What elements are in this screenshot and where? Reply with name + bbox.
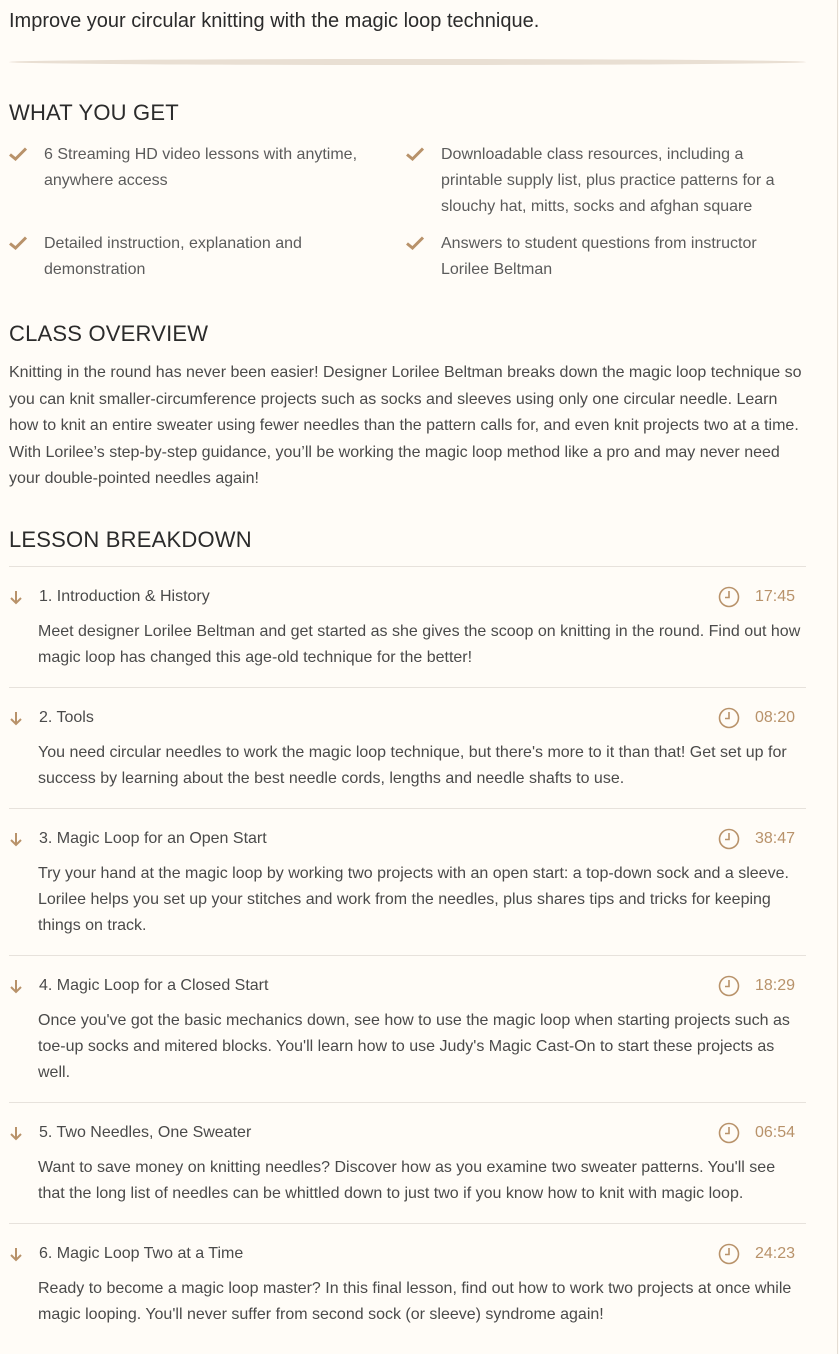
clock-icon (718, 707, 740, 729)
lesson-header[interactable] (9, 706, 806, 730)
lesson-description: Want to save money on knitting needles? Discover how as you examine two sweater patterns. You'll see that the long list of needles can be whittled down to just two if you know how to knit with magic loop. (38, 1159, 776, 1202)
lesson-header[interactable] (9, 1242, 806, 1266)
page-edge-rule (837, 0, 838, 1354)
lesson-description: Meet designer Lorilee Beltman and get started as she gives the scoop on knitting in the round. Find out how magic loop has changed this age-old technique for the better! (38, 623, 801, 666)
arrow-down-icon[interactable] (9, 1126, 23, 1141)
lesson-breakdown-heading: LESSON BREAKDOWN (9, 527, 252, 552)
lesson-title[interactable]: 5. Two Needles, One Sweater (39, 1124, 252, 1141)
arrow-down-icon[interactable] (9, 1247, 23, 1262)
check-icon (9, 147, 27, 161)
feature-text: Downloadable class resources, including a printable supply list, plus practice patterns for a slouchy hat, mitts, socks and afghan square (441, 146, 775, 215)
lesson-item[interactable] (9, 1102, 806, 1223)
feature-text: Detailed instruction, explanation and demonstration (44, 235, 302, 278)
clock-icon (718, 586, 740, 608)
class-overview-text: Knitting in the round has never been easier! Designer Lorilee Beltman breaks down the magic loop technique so you can knit smaller-circumference projects such as socks and sleeves using only one circular needle. Learn how to knit an entire sweater using fewer needles than the pattern calls for, and even knit projects two at a time. With Lorilee’s step-by-step guidance, you’ll be working the magic loop method like a pro and may never need your double-pointed needles again! (9, 364, 802, 487)
lesson-duration: 18:29 (754, 977, 795, 994)
feature-item (9, 142, 369, 194)
clock-icon (718, 1122, 740, 1144)
arrow-down-icon[interactable] (9, 832, 23, 847)
clock-icon (718, 828, 740, 850)
lesson-description: You need circular needles to work the magic loop technique, but there's more to it than that! Get set up for success by learning about the best needle cords, lengths and needle shafts to use. (38, 744, 787, 787)
class-overview-heading: CLASS OVERVIEW (9, 321, 209, 346)
clock-icon (718, 975, 740, 997)
lesson-header[interactable] (9, 585, 806, 609)
feature-item (406, 231, 806, 283)
lesson-duration: 17:45 (754, 588, 795, 605)
lesson-title[interactable]: 3. Magic Loop for an Open Start (39, 830, 267, 847)
feature-text: Answers to student questions from instructor Lorilee Beltman (441, 235, 757, 278)
lesson-description: Try your hand at the magic loop by working two projects with an open start: a top-down sock and a sleeve. Lorilee helps you set up your stitches and work from the needles, plus shares tips and tricks for keeping things on track. (38, 865, 789, 934)
lesson-header[interactable] (9, 974, 806, 998)
lesson-title[interactable]: 1. Introduction & History (39, 588, 210, 605)
clock-icon (718, 1243, 740, 1265)
lesson-title[interactable]: 6. Magic Loop Two at a Time (39, 1245, 244, 1262)
arrow-down-icon[interactable] (9, 979, 23, 994)
lesson-duration: 08:20 (754, 709, 795, 726)
check-icon (9, 236, 27, 250)
lesson-duration: 06:54 (754, 1124, 795, 1141)
lesson-item[interactable] (9, 687, 806, 808)
lesson-item[interactable] (9, 1223, 806, 1344)
lesson-duration: 24:23 (754, 1245, 795, 1262)
lesson-description: Ready to become a magic loop master? In this final lesson, find out how to work two projects at once while magic looping. You'll never suffer from second sock (or sleeve) syndrome again! (38, 1280, 792, 1323)
lesson-header[interactable] (9, 1121, 806, 1145)
class-details (9, 0, 806, 1323)
lesson-description: Once you've got the basic mechanics down, see how to use the magic loop when starting projects such as toe-up socks and mitered blocks. You'll learn how to use Judy's Magic Cast-On to start these projects as well. (38, 1012, 790, 1081)
arrow-down-icon[interactable] (9, 590, 23, 605)
lesson-header[interactable] (9, 827, 806, 851)
lesson-title[interactable]: 4. Magic Loop for a Closed Start (39, 977, 269, 994)
tagline: Improve your circular knitting with the magic loop technique. (9, 10, 540, 32)
lesson-item[interactable] (9, 955, 806, 1102)
lesson-item[interactable] (9, 808, 806, 955)
feature-text: 6 Streaming HD video lessons with anytime, anywhere access (44, 146, 358, 189)
what-you-get-heading: WHAT YOU GET (9, 100, 179, 125)
check-icon (406, 147, 424, 161)
lesson-duration: 38:47 (754, 830, 795, 847)
feature-item (9, 231, 369, 283)
divider (9, 59, 806, 65)
lesson-title[interactable]: 2. Tools (39, 709, 94, 726)
arrow-down-icon[interactable] (9, 711, 23, 726)
lesson-item[interactable] (9, 566, 806, 687)
lesson-list (9, 566, 806, 1344)
feature-item (406, 142, 806, 220)
check-icon (406, 236, 424, 250)
